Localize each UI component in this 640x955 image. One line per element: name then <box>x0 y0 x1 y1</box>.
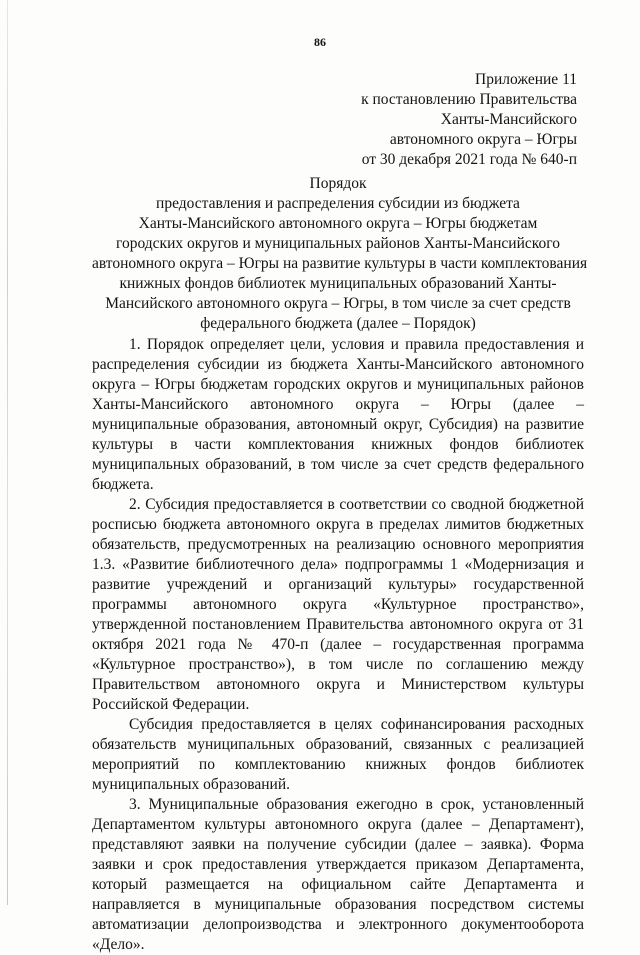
scan-edge-line <box>7 0 8 905</box>
title-line: федерального бюджета (далее – Порядок) <box>200 315 476 332</box>
page-number: 86 <box>314 35 326 49</box>
paragraph: Субсидия предоставляется в целях софинансирования расходных обязательств муниципальных образований, связанных с реализацией мероприятий по комплектованию книжных фондов библиотек муниципальных образований. <box>92 716 584 793</box>
appendix-line: Приложение 11 <box>475 71 577 88</box>
title-line: автономного округа – Югры на развитие культуры в части комплектования <box>92 255 588 272</box>
title-line: Ханты-Мансийского автономного округа – Югры бюджетам <box>138 215 538 232</box>
appendix-line: к постановлению Правительства <box>361 91 577 108</box>
appendix-line: автономного округа – Югры <box>389 131 577 148</box>
title-line: Порядок <box>309 175 367 192</box>
title-line: городских округов и муниципальных районов Ханты-Мансийского <box>116 235 560 252</box>
paragraph: 2. Субсидия предоставляется в соответствии со сводной бюджетной росписью бюджета автономного округа в пределах лимитов бюджетных обязательств, предусмотренных на реализацию основного мероприятия 1.3. «Развитие библиотечного дела» подпрограммы 1 «Модернизация и развитие учреждений и организаций культуры» государственной программы автономного округа «Культурное пространство», утвержденной постановлением Правительства автономного округа от 31 октября 2021 года № 470-п (далее – государственная программа «Культурное пространство»), в том числе по соглашению между Правительством автономного округа и Министерством культуры Российской Федерации. <box>92 496 584 713</box>
appendix-header <box>257 70 577 170</box>
appendix-line: Ханты-Мансийского <box>440 111 577 128</box>
document-title <box>92 174 588 334</box>
document-body <box>92 335 584 955</box>
appendix-line: от 30 декабря 2021 года № 640-п <box>361 151 577 168</box>
title-line: книжных фондов библиотек муниципальных образований Ханты- <box>119 275 557 292</box>
paragraph: 3. Муниципальные образования ежегодно в срок, установленный Департаментом культуры автономного округа (далее – Департамент), представляют заявки на получение субсидии (далее – заявка). Форма заявки и срок предоставления утверждается приказом Департамента, который размещается на официальном сайте Департамента и направляется в муниципальные образования посредством системы автоматизации делопроизводства и электронного документооборота «Дело». <box>92 796 584 953</box>
paragraph: 1. Порядок определяет цели, условия и правила предоставления и распределения субсидии из бюджета Ханты-Мансийского автономного округа – Югры бюджетам городских округов и муниципальных районов Ханты-Мансийского автономного округа – Югры (далее – муниципальные образования, автономный округ, Субсидия) на развитие культуры в части комплектования книжных фондов библиотек муниципальных образований, в том числе за счет средств федерального бюджета. <box>92 336 584 493</box>
title-line: Мансийского автономного округа – Югры, в том числе за счет средств <box>105 295 571 312</box>
title-line: предоставления и распределения субсидии из бюджета <box>156 195 520 212</box>
